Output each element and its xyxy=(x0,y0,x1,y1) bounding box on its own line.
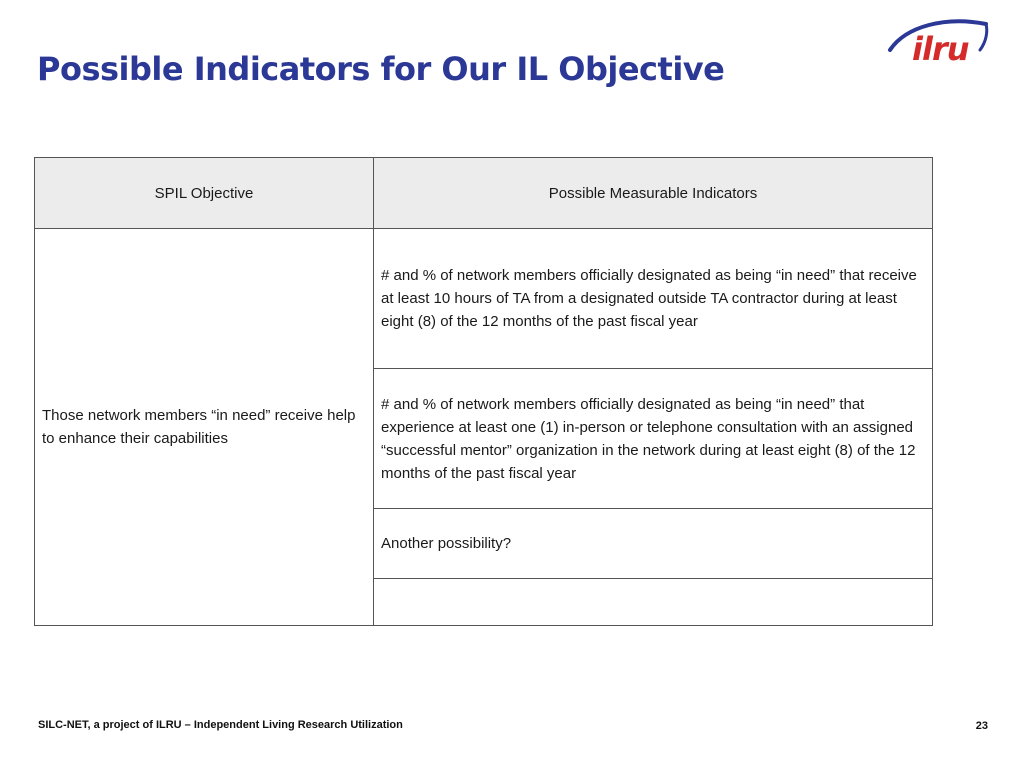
indicator-cell: Another possibility? xyxy=(374,509,933,579)
header-spil-objective: SPIL Objective xyxy=(35,158,374,229)
header-measurable-indicators: Possible Measurable Indicators xyxy=(374,158,933,229)
indicator-cell: # and % of network members officially designated as being “in need” that receive at least 10 hours of TA from a designated outside TA contractor during at least eight (8) of the 12 months of the past fiscal year xyxy=(374,229,933,369)
table-row xyxy=(35,229,933,369)
ilru-logo xyxy=(886,16,990,74)
table-header-row xyxy=(35,158,933,229)
indicators-table xyxy=(34,157,933,626)
slide-title: Possible Indicators for Our IL Objective xyxy=(37,50,725,88)
footer-text: SILC-NET, a project of ILRU – Independent Living Research Utilization xyxy=(38,719,403,731)
logo-text: ilru xyxy=(912,30,969,68)
indicator-cell: # and % of network members officially designated as being “in need” that experience at least one (1) in-person or telephone consultation with an assigned “successful mentor” organization in the network during at least eight (8) of the 12 months of the past fiscal year xyxy=(374,369,933,509)
indicator-cell-empty xyxy=(374,579,933,626)
objective-cell: Those network members “in need” receive help to enhance their capabilities xyxy=(35,229,374,626)
page-number: 23 xyxy=(975,720,988,732)
